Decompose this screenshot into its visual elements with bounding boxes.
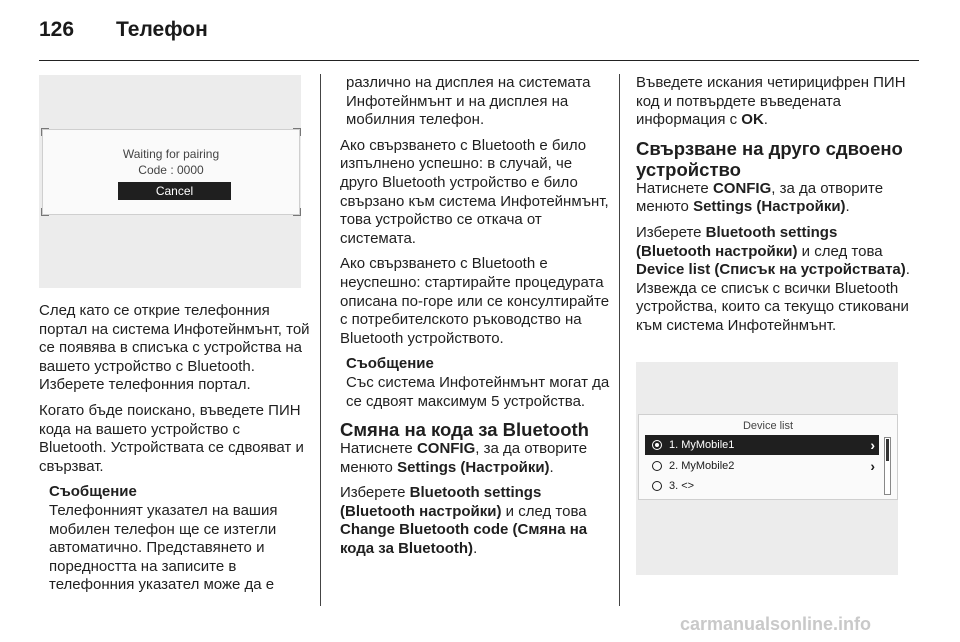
text-run: .	[845, 198, 850, 216]
pairing-code-text: Code : 0000	[138, 163, 204, 177]
text-run: , за да отворите менюто	[636, 179, 884, 216]
device-list-screen	[638, 414, 898, 500]
config-key: CONFIG	[416, 440, 476, 458]
column-1	[39, 302, 311, 595]
scrollbar[interactable]	[884, 437, 891, 495]
text-run: . Извежда се списък с всички Bluetooth устройства, които са текущо стиковани към система Инфотейнмънт.	[636, 261, 910, 334]
text-run: , за да отворите менюто	[340, 440, 588, 476]
scrollbar-thumb[interactable]	[886, 439, 889, 461]
header-rule	[39, 60, 919, 61]
paragraph	[636, 224, 910, 336]
device-name: 3. <>	[669, 480, 695, 492]
paragraph: Ако свързването с Bluetooth е било изпълнено успешно: в случай, че друго Bluetooth устройство е било свързано към система Инфотейнмънт, това устройство се откача от системата.	[340, 136, 609, 247]
corner-mark	[293, 208, 301, 216]
note-text: Със система Инфотейнмънт могат да се сдвоят максимум 5 устройства.	[346, 373, 610, 410]
device-name: 2. MyMobile2	[669, 460, 735, 472]
device-name: 1. MyMobile1	[669, 439, 735, 451]
pairing-status-text: Waiting for pairing	[122, 147, 220, 161]
section-heading: Свързване на друго сдвоено устройство	[636, 137, 903, 180]
text-run: и след това	[797, 242, 883, 260]
text-run: Натиснете	[636, 179, 713, 197]
device-list-item[interactable]	[645, 456, 879, 476]
paragraph	[636, 74, 910, 130]
page-number: 126	[39, 18, 75, 41]
menu-name: Change Bluetooth code (Смяна на кода за Bluetooth)	[340, 521, 588, 558]
pairing-screen-figure	[39, 75, 301, 288]
paragraph	[636, 180, 910, 217]
note-title: Съобщение	[346, 355, 434, 373]
radio-unselected-icon	[652, 481, 662, 491]
note-text: Телефонният указател на вашия мобилен телефон ще се изтегли автоматично. Представянето и поредността на записите в телефонния указател може да е	[49, 501, 278, 594]
device-list-figure	[636, 362, 898, 575]
text-run: Натиснете	[340, 440, 417, 458]
page-title: Телефон	[116, 18, 208, 41]
paragraph	[340, 440, 610, 477]
menu-name: Bluetooth settings (Bluetooth настройки)	[636, 223, 838, 260]
chevron-right-icon: ›	[870, 437, 875, 453]
note-continuation: различно на дисплея на системата Инфотейнмънт и на дисплея на мобилния телефон.	[346, 74, 591, 129]
cancel-button[interactable]: Cancel	[118, 182, 231, 200]
note-title: Съобщение	[49, 483, 137, 501]
text-run: .	[473, 540, 478, 558]
corner-mark	[41, 128, 49, 136]
paragraph: След като се открие телефонния портал на система Инфотейнмънт, той се появява в списъка с устройства на вашето устройство с Bluetooth. Изберете телефонния портал.	[39, 302, 310, 394]
device-list-item[interactable]	[645, 476, 879, 496]
radio-unselected-icon	[652, 461, 662, 471]
menu-name: Bluetooth settings (Bluetooth настройки)	[340, 484, 542, 520]
device-list-title: Device list	[742, 420, 794, 432]
menu-name: Device list (Списък на устройствата)	[636, 261, 906, 279]
watermark: carmanualsonline.info	[680, 614, 872, 634]
text-run: и след това	[501, 502, 587, 520]
column-divider-1	[320, 74, 321, 606]
column-divider-2	[619, 74, 620, 606]
column-3	[636, 74, 910, 343]
corner-mark	[41, 208, 49, 216]
text-run: Изберете	[340, 484, 410, 502]
device-list-item[interactable]	[645, 435, 879, 455]
corner-mark	[293, 128, 301, 136]
ok-key: OK	[741, 111, 764, 129]
text-run: .	[549, 458, 554, 476]
paragraph	[340, 484, 610, 558]
paragraph: Ако свързването с Bluetooth е неуспешно: стартирайте процедурата описана по-горе или се консултирайте с потребителското ръководство на Bluetooth устройството.	[340, 255, 610, 347]
paragraph: Когато бъде поискано, въведете ПИН кода на вашето устройство с Bluetooth. Устройствата се сдвояват и свързват.	[39, 401, 304, 475]
text-run: .	[763, 111, 768, 129]
column-2	[340, 74, 610, 566]
menu-name: Settings (Настройки)	[693, 198, 846, 216]
text-run: Изберете	[636, 223, 706, 241]
radio-selected-icon	[652, 440, 662, 450]
note-box	[49, 483, 311, 595]
section-heading: Смяна на кода за Bluetooth	[340, 419, 589, 441]
menu-name: Settings (Настройки)	[397, 458, 550, 476]
note-box	[346, 355, 610, 411]
chevron-right-icon: ›	[870, 458, 875, 474]
config-key: CONFIG	[712, 179, 772, 197]
text-run: Въведете искания четирицифрен ПИН код и потвърдете въведената информация с	[636, 74, 906, 129]
pairing-dialog	[42, 129, 300, 215]
